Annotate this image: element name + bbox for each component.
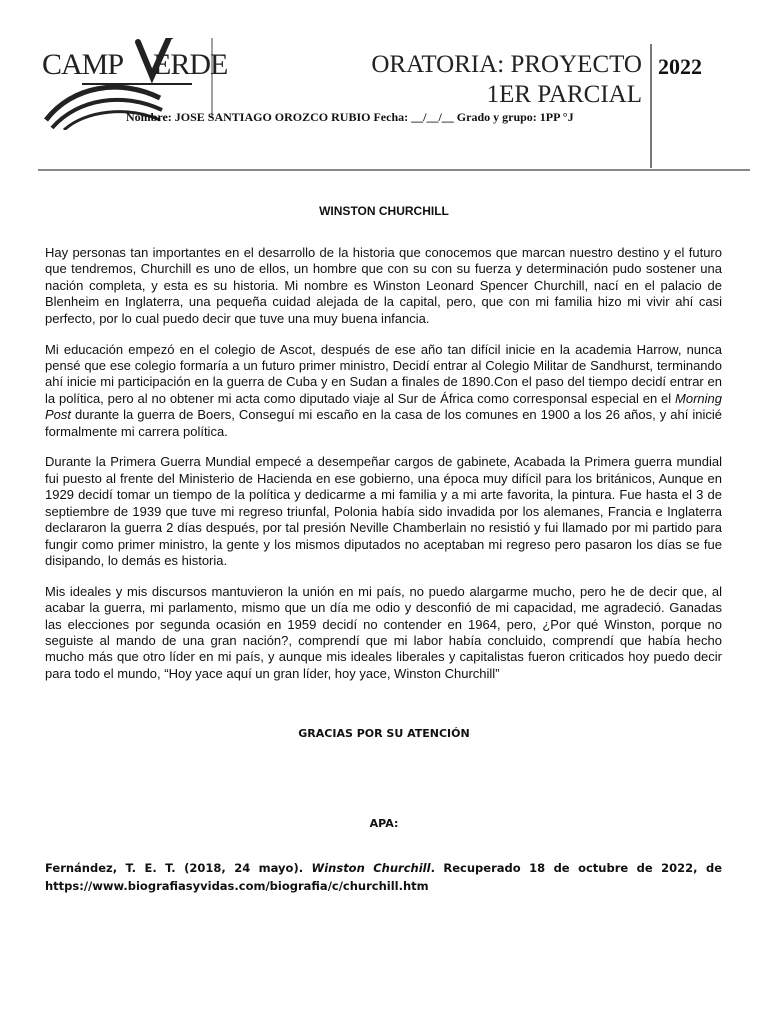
- paragraph-1: Hay personas tan importantes en el desarrollo de la historia que conocemos que marcan nuestro destino y el futuro que tendremos, Churchill es uno de ellos, un hombre que con su con su fuerza y determinación pudo sostener una nación completa, y esta es su historia. Mi nombre es Winston Leonard Spencer Churchill, nací en el palacio de Blenheim en Inglaterra, una pequeña cuidad alejada de la capital, pero, que con mi familia hizo mi vivir ahí casi perfecto, por lo cual puedo decir que tuve una muy buena infancia.: [45, 245, 722, 326]
- year-label: 2022: [658, 54, 702, 79]
- student-info: Nombre: JOSE SANTIAGO OROZCO RUBIO Fecha: __/__/__ Grado y grupo: 1PP °J: [126, 110, 574, 124]
- reference-entry: Fernández, T. E. T. (2018, 24 mayo). Winston Churchill. Recuperado 18 de octubre de 2022, de https://www.biografiasyvidas.com/biografia/c/churchill.htm: [45, 861, 722, 893]
- paragraph-2: Mi educación empezó en el colegio de Ascot, después de ese año tan difícil inicie en la academia Harrow, nunca pensé que ese colegio formaría a un futuro primer ministro, Decidí entrar al Colegio Militar de Sandhurst, terminando ahí inicie mi participación en la guerra de Cuba y en Sudan a finales de 1890.Con el paso del tiempo decidí entrar en la política, pero al no obtener mi acta como diputado viaje al Sur de África como corresponsal especial en el Morning Post durante la guerra de Boers, Conseguí mi escaño en la casa de los comunes en 1900 a los 26 años, y ahí inicié formalmente mi carrera política.: [45, 341, 722, 439]
- logo-wordmark: CAMP ERDE: [42, 48, 228, 81]
- title-line-1: ORATORIA: PROYECTO: [371, 51, 642, 78]
- title-line-2: 1ER PARCIAL: [486, 81, 642, 108]
- document-title: [371, 50, 642, 110]
- header-divider-vertical: [650, 44, 652, 168]
- thanks-line: GRACIAS POR SU ATENCIÓN: [298, 727, 470, 740]
- essay-body: [45, 245, 722, 697]
- paragraph-3: Durante la Primera Guerra Mundial empecé a desempeñar cargos de gabinete, Acabada la Primera guerra mundial fui puesto al frente del Ministerio de Hacienda en ese gobierno, una época muy difícil para los británicos, Aunque en 1929 decidí tomar un tiempo de la política y dedicarme a mi familia y a mi arte favorita, la pintura. Fue hasta el 3 de septiembre de 1939 que tuve mi regreso triunfal, Polonia había sido invadida por los alemanes, Francia e Inglaterra declararon la guerra 2 días después, por tal presión Neville Chamberlain no resistió y fui llamado por mi partido para fungir como primer ministro, la gente y los mismos diputados no aceptaban mi regreso pero pasaron los días se fue disipando, lo demás es historia.: [45, 454, 722, 568]
- essay-heading: WINSTON CHURCHILL: [319, 204, 449, 218]
- paragraph-4: Mis ideales y mis discursos mantuvieron la unión en mi país, no puedo alargarme mucho, pero he de decir que, al acabar la guerra, mi parlamento, mismo que un día me odio y desconfió de mi capacidad, me agradeció. Ganadas las elecciones por segunda ocasión en 1959 decidí no contender en 1964, pero, ¿Por qué Winston, porque no seguiste al mando de una gran nación?, comprendí que mi labor había concluido, comprendí que había hecho mucho más que otro líder en mi país, y aunque mis ideales liberales y capitalistas fueron criticados hoy puedo decir para todo el mundo, “Hoy yace aquí un gran líder, hoy yace, Winston Churchill”: [45, 583, 722, 681]
- apa-heading: APA:: [369, 817, 399, 830]
- header-divider-horizontal: [38, 169, 750, 171]
